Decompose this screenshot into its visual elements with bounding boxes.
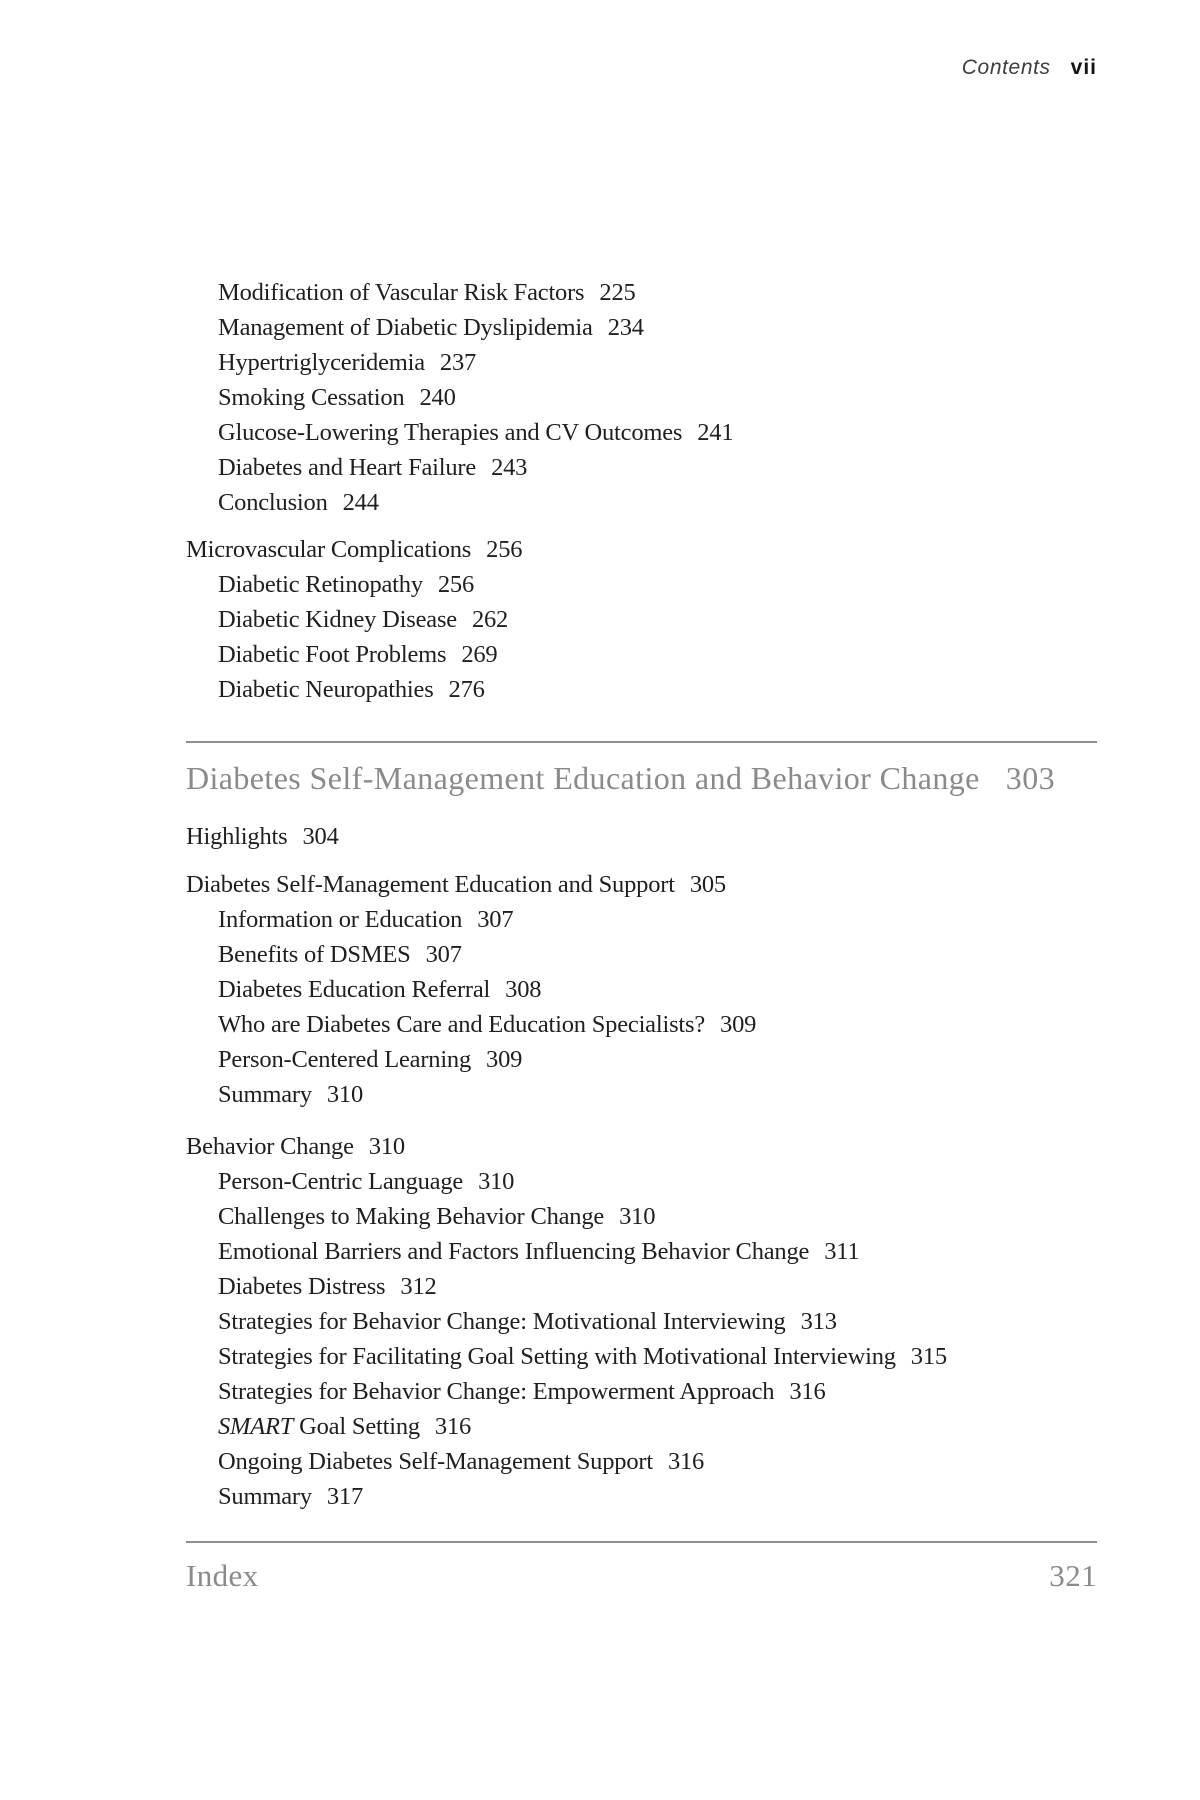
toc-entry-label: Modification of Vascular Risk Factors [218,279,585,306]
table-of-contents [186,275,1097,1599]
toc-entry-page: 309 [720,1011,757,1038]
toc-entry [186,345,1097,380]
toc-entry-label: Diabetes Distress [218,1273,386,1300]
toc-entry [186,532,1097,567]
toc-entry-label: Challenges to Making Behavior Change [218,1203,605,1230]
toc-entry-page: 225 [599,279,636,306]
toc-entry-page: 313 [800,1308,837,1335]
toc-group [186,532,1097,707]
toc-entry [186,450,1097,485]
toc-entry-label: Diabetic Retinopathy [218,571,423,598]
toc-entry-label: Person-Centric Language [218,1168,464,1195]
toc-entry [186,1269,1097,1304]
toc-entry-label: Person-Centered Learning [218,1046,472,1073]
toc-entry-page: 256 [437,571,475,598]
toc-entry [186,1444,1097,1479]
toc-entry [186,1409,1097,1444]
toc-entry [186,672,1097,707]
toc-entry-page: 310 [368,1133,405,1160]
toc-group [186,275,1097,520]
chapter-heading-page: 303 [1005,760,1055,796]
toc-entry-label: Strategies for Facilitating Goal Setting with Motivational Interviewing [218,1343,896,1370]
toc-entry-label: Diabetic Neuropathies [218,676,434,703]
toc-entry-label: Diabetes Education Referral [218,976,491,1003]
toc-entry-page: 315 [910,1343,947,1370]
toc-entry-page: 240 [419,384,456,411]
toc-entry-label: Smoking Cessation [218,384,405,411]
toc-group [186,1129,1097,1514]
toc-entry-page: 312 [400,1273,437,1300]
toc-entry [186,602,1097,637]
running-header-title: Contents [961,56,1051,79]
toc-entry-page: 310 [326,1081,364,1108]
toc-entry [186,1304,1097,1339]
toc-entry [186,1129,1097,1164]
toc-entry-label: Diabetes and Heart Failure [218,454,477,481]
toc-entry [186,1339,1097,1374]
toc-entry-label: Hypertriglyceridemia [218,349,425,376]
toc-entry-page: 305 [689,871,726,898]
toc-entry-page: 256 [486,536,523,563]
toc-entry-page: 308 [505,976,542,1003]
toc-entry-page: 237 [439,349,477,376]
toc-entry [186,567,1097,602]
section-divider [186,1541,1097,1543]
toc-entry-page: 316 [789,1378,826,1405]
toc-entry-label: Glucose-Lowering Therapies and CV Outcomes [218,419,683,446]
toc-group [186,819,1097,854]
index-page: 321 [1049,1558,1097,1593]
toc-entry-page: 307 [477,906,514,933]
toc-entry [186,937,1097,972]
page-folio: vii [1070,56,1097,79]
toc-entry-label: Diabetic Foot Problems [218,641,447,668]
chapter-heading-label: Diabetes Self-Management Education and Behavior Change [186,760,980,796]
toc-entry [186,310,1097,345]
toc-entry-page: 316 [434,1413,472,1440]
toc-entry-page: 304 [302,823,339,850]
toc-entry [186,1077,1097,1112]
toc-entry-page: 269 [461,641,498,668]
toc-entry-page: 244 [342,489,379,516]
toc-entry-label: Microvascular Complications [186,536,472,563]
toc-entry [186,902,1097,937]
toc-entry-page: 262 [471,606,509,633]
index-row [186,1553,1097,1599]
toc-entry [186,1479,1097,1514]
toc-entry [186,485,1097,520]
toc-group [186,867,1097,1112]
toc-entry-label: Strategies for Behavior Change: Empowerment Approach [218,1378,775,1405]
toc-entry-label: Strategies for Behavior Change: Motivational Interviewing [218,1308,786,1335]
chapter-heading [186,756,1097,800]
toc-entry [186,867,1097,902]
running-header [962,56,1097,80]
section-divider [186,741,1097,743]
toc-entry-page: 309 [486,1046,523,1073]
toc-entry-label: Ongoing Diabetes Self-Management Support [218,1448,653,1475]
toc-entry-label-italic: SMART [218,1413,294,1440]
toc-entry [186,415,1097,450]
toc-entry [186,637,1097,672]
toc-entry [186,1199,1097,1234]
toc-entry-label: Diabetic Kidney Disease [218,606,457,633]
toc-entry-page: 317 [326,1483,364,1510]
toc-entry-label: SMART Goal Setting [218,1413,420,1440]
toc-entry-page: 241 [697,419,734,446]
toc-entry-page: 234 [607,314,644,341]
toc-entry [186,275,1097,310]
toc-entry-page: 307 [425,941,462,968]
toc-entry-page: 316 [667,1448,705,1475]
toc-entry-label: Behavior Change [186,1133,354,1160]
toc-entry [186,1007,1097,1042]
index-label: Index [186,1558,259,1593]
toc-entry-label: Summary [218,1081,312,1108]
toc-entry-page: 276 [448,676,485,703]
toc-entry [186,819,1097,854]
toc-entry-page: 311 [824,1238,860,1265]
toc-entry-label: Highlights [186,823,288,850]
toc-entry [186,972,1097,1007]
toc-entry-label: Conclusion [218,489,328,516]
toc-entry-label: Information or Education [218,906,463,933]
toc-entry [186,1374,1097,1409]
toc-entry-label: Management of Diabetic Dyslipidemia [218,314,593,341]
toc-entry [186,1042,1097,1077]
toc-entry [186,1234,1097,1269]
toc-entry-label: Benefits of DSMES [218,941,411,968]
toc-entry-label: Diabetes Self-Management Education and Support [186,871,675,898]
toc-entry-page: 310 [478,1168,515,1195]
toc-entry [186,380,1097,415]
toc-entry [186,1164,1097,1199]
toc-entry-label: Who are Diabetes Care and Education Specialists? [218,1011,706,1038]
toc-entry-page: 243 [491,454,528,481]
toc-entry-label: Summary [218,1483,312,1510]
toc-entry-page: 310 [619,1203,656,1230]
toc-entry-label: Emotional Barriers and Factors Influencing Behavior Change [218,1238,810,1265]
